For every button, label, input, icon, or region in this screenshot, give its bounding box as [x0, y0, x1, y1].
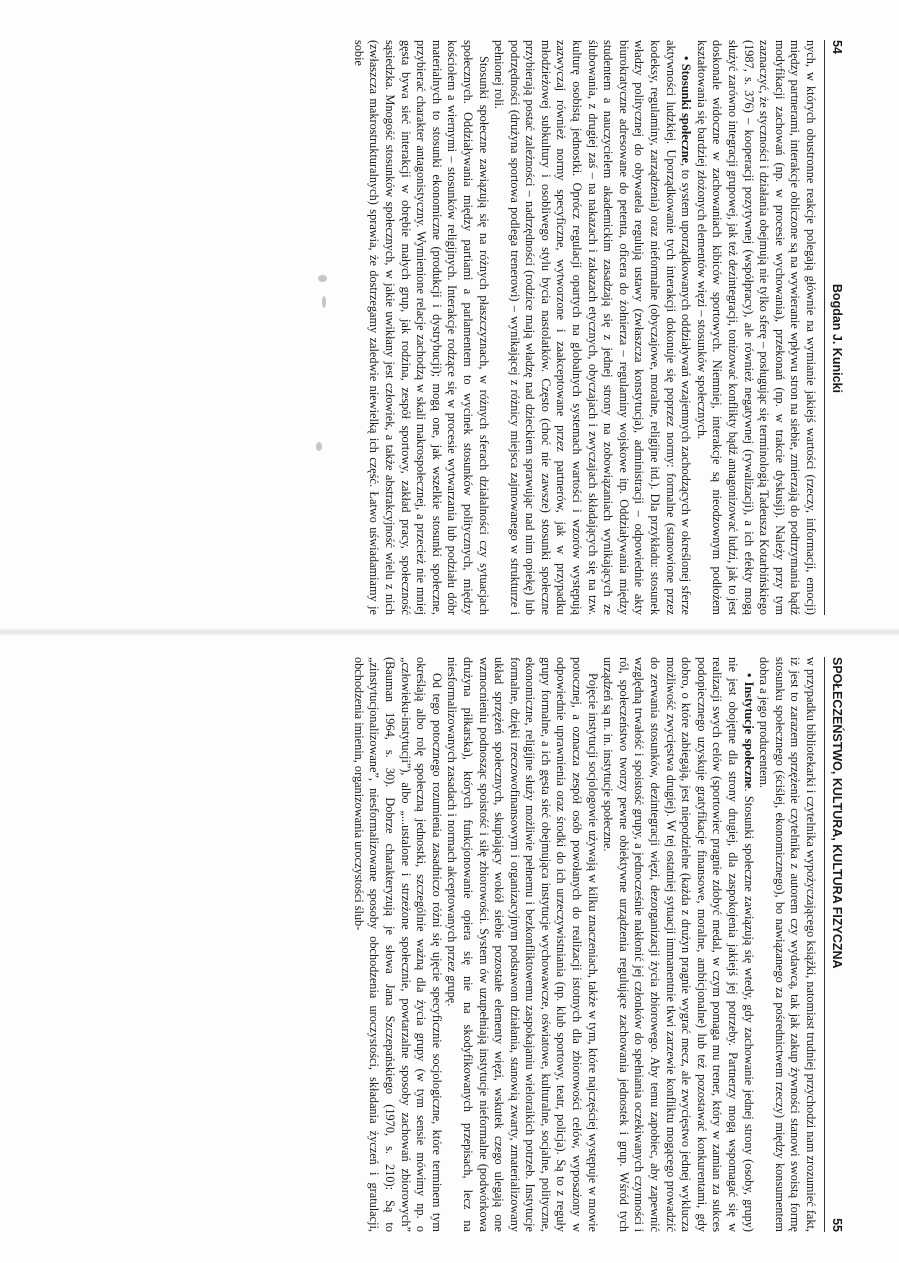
right-page-number: 55 [830, 1218, 844, 1232]
right-running-head: SPOŁECZEŃSTWO, KULTURA, KULTURA FIZYCZNA [830, 657, 844, 969]
term-instytucje-spoleczne: Instytucje społeczne [741, 681, 756, 789]
paragraph: Od tego potocznego rozumienia zasadniczo różni się ujęcie specyficznie socjologiczne, które terminem tym określają albo rolę społeczną jednostki, szczególnie ważną dla życia grupy (w tym sensie mówimy np. o „człowieku-instytucji”), albo „...ustalone i strzeżone społecznie, powtarzalne sposoby zachowań zbiorowych” (Bauman 1964, s. 30). Dobrze charakteryzują je słowa Jana Szczepańskiego (1970, s. 210): Są to „zinstytucjonalizowane”, niesformalizowane sposoby obchodzenia uroczystości, składania życzeń i gratulacji, obchodzenia imienin, organizowania uroczystości ślub- [351, 657, 444, 1232]
paragraph-bullet: • Instytucje społeczne. Stosunki społeczne zawiązują się wtedy, gdy zachowanie jednej strony (osoby, grupy) nie jest obojętne dla strony drugiej, dla zaspokojenia jakiejś jej potrzeby. Partnerzy mogą wspomagać się w realizacji swych celów (sportowiec pragnie zdobyć medal, w czym pomaga mu trener, który w zamian za sukces podopiecznego uzyskuje gratyfikacje finansowe, moralne, ambicjonalne) lub też pozostawać konkurentami, gdy dobro, o które zabiegają, jest niepodzielne (każda z drużyn pragnie wygrać mecz, ale zwycięstwo jednej wyklucza możliwość zwycięstwa drugiej). W tej ostatniej sytuacji immanentnie tkwi zarzewie konfliktu mogącego prowadzić do zerwania stosunków, dezintegracji więzi, dezorganizacji życia zbiorowego. Aby temu zapobiec, aby zapewnić względną trwałość i spoistość grupy, a jednocześnie nakłonić jej członków do spełniania oczekiwanych czynności i ról, społeczeństwo tworzy pewne obiektywne urządzenia regulujące zachowania jednostek i grup. Wśród tych urządzeń są m. in. instytucje społeczne. [600, 657, 756, 1232]
paragraph-bullet: • Stosunki społeczne, to system uporządkowanych oddziaływań wzajemnych zachodzących w określonej sferze aktywności ludzkiej. Uporządkowanie tych interakcji dokonuje się poprzez normy: formalne (stanowione przez kodeksy, regulaminy, zarządzenia) oraz nieformalne (obyczajowe, moralne, religijne itd.). Dla przykładu: stosunek władzy politycznej do obywatela regulują ustawy (zwłaszcza konstytucja), administracji – odpowiednie akty biurokratyczne adresowane do petenta, oficera do żołnierza – regulaminy wojskowe itp. Oddziaływania między studentem a nauczycielem akademickim zasadzają się z jednej strony na zobowiązaniach wynikających ze ślubowania, z drugiej zaś – na nakazach i zakazach etycznych, obyczajach i zwyczajach składających się na tzw. kulturę osobistą jednostki. Oprócz regulacji opartych na globalnych systemach wartości i wzorów występują zazwyczaj również normy specyficzne, wytworzone i zaakceptowane przez partnerów, jak w przypadku młodzieżowej subkultury i osobliwego stylu bycia nastolatków. Często (choć nie zawsze) stosunki społeczne przybierają postać zależności – nadrzędności (rodzice mają władzę nad dzieckiem sprawując nad nim opiekę) lub podrzędności (drużyna sportowa podlega trenerowi) – wynikającej z różnicy miejsca zajmowanego w strukturze i pełnionej roli. [491, 40, 694, 615]
right-page-header [824, 657, 844, 1232]
left-running-head: Bogdan J. Kunicki [830, 283, 844, 393]
right-page [104, 657, 844, 1232]
paragraph: nych, w których obustronne reakcje polegają głównie na wymianie jakiejś wartości (rzeczy, informacji, emocji) między partnerami, interakcje obliczone są na wywieranie wpływu stron na siebie, zmierzają do podtrzymania bądź modyfikacji zachowań (np. w procesie wychowania), przekonań (np. w trakcie dyskusji). Należy przy tym zaznaczyć, że styczności i działania obejmują nie tylko sferę – posługując się terminologią Tadeusza Kotarbińskiego (1987, s. 376) – kooperacji pozytywnej (współpracy), ale również negatywnej (rywalizacji), a ich efekty mogą służyć zarówno integracji grupowej, jak też dezintegracji, tonizować konflikty bądź antagonizować ludzi, jak to jest doskonale widoczne w zachowaniach kibiców sportowych. Niemniej, interakcje są nieodzownym podłożem kształtowania się bardziej złożonych elementów więzi – stosunków społecznych. [694, 40, 818, 615]
paragraph: Stosunki społeczne zawiązują się na różnych płaszczyznach, w różnych sferach działalności czy sytuacjach społecznych. Oddziaływania między partiami a parlamentem to wycinek stosunków politycznych, między kościołem a wiernymi – stosunków religijnych. Interakcje rodzące się w procesie wytwarzania lub podziału dóbr materialnych to stosunki ekonomiczne (produkcji i dystrybucji); mogą one, jak wszelkie stosunki społeczne, przybierać charakter antagonistyczny. Wymienione relacje zachodzą w skali makrospołecznej, a przecież nie mniej gęsta bywa sieć interakcji w obrębie małych grup, jak rodzina, zespół sportowy, zakład pracy, społeczność sąsiedzka. Mnogość stosunków społecznych, w jakie uwikłany jest człowiek, a także abstrakcyjność wielu z nich (zwłaszcza makrostrukturalnych) sprawia, że dostrzegamy zaledwie niewielką ich część. Łatwo uświadamiamy je sobie [351, 40, 491, 615]
left-page-number: 54 [830, 40, 844, 54]
left-page-body [350, 40, 818, 615]
left-page [104, 40, 844, 615]
paragraph: Pojęcie instytucji socjologowie używają w kilku znaczeniach, także w tym, które najczęściej występuje w mowie potocznej, a oznacza zespół osób powołanych do realizacji istotnych dla zbiorowości celów, wyposażony w odpowiednie uprawnienia oraz środki do ich urzeczywistniania (np. klub sportowy, teatr, policja). Są to z reguły grupy formalne, a ich gęsta sieć obejmująca instytucje wychowawcze, oświatowe, kulturalne, socjalne, polityczne, ekonomiczne, religijne służy możliwie pełnemu i bezkonfliktowemu zaspokajaniu wieloraikich potrzeb. Instytucje formalne, dzięki rzeczowofinansowym i organizacyjnym podstawom działania, stanowią zwarty, zmaterializowany układ sprzężeń społecznych, skupiający wokół siebie pozostałe elementy więzi, wskutek czego ulegają one wzmocnieniu podnosząc spoistość i siłę zbiorowości. System ów uzupełniają instytucje nieformalne (podwórkowa drużyna piłkarska), których funkcjonowanie opiera się nie na skodyfikowanych przepisach, lecz na niesformalizowanych zasadach i normach akceptowanych przez grupę. [445, 657, 600, 1232]
paragraph: w przypadku bibliotekarki i czytelnika wypożyczającego książki, natomiast trudniej przychodzi nam zrozumieć fakt, iż jest to zarazem sprzężenie czytelnika z autorem czy wydawcą, tak jak zakup żywności stanowi swoistą formę stosunku społecznego (ściślej, ekonomicznego), bo nawiązanego za pośrednictwem rzeczy) między konsumentem dobra a jego producentem. [757, 657, 818, 1233]
term-stosunki-spoleczne: Stosunki społeczne [679, 63, 694, 164]
left-page-header [824, 40, 844, 615]
right-page-body [350, 657, 818, 1232]
